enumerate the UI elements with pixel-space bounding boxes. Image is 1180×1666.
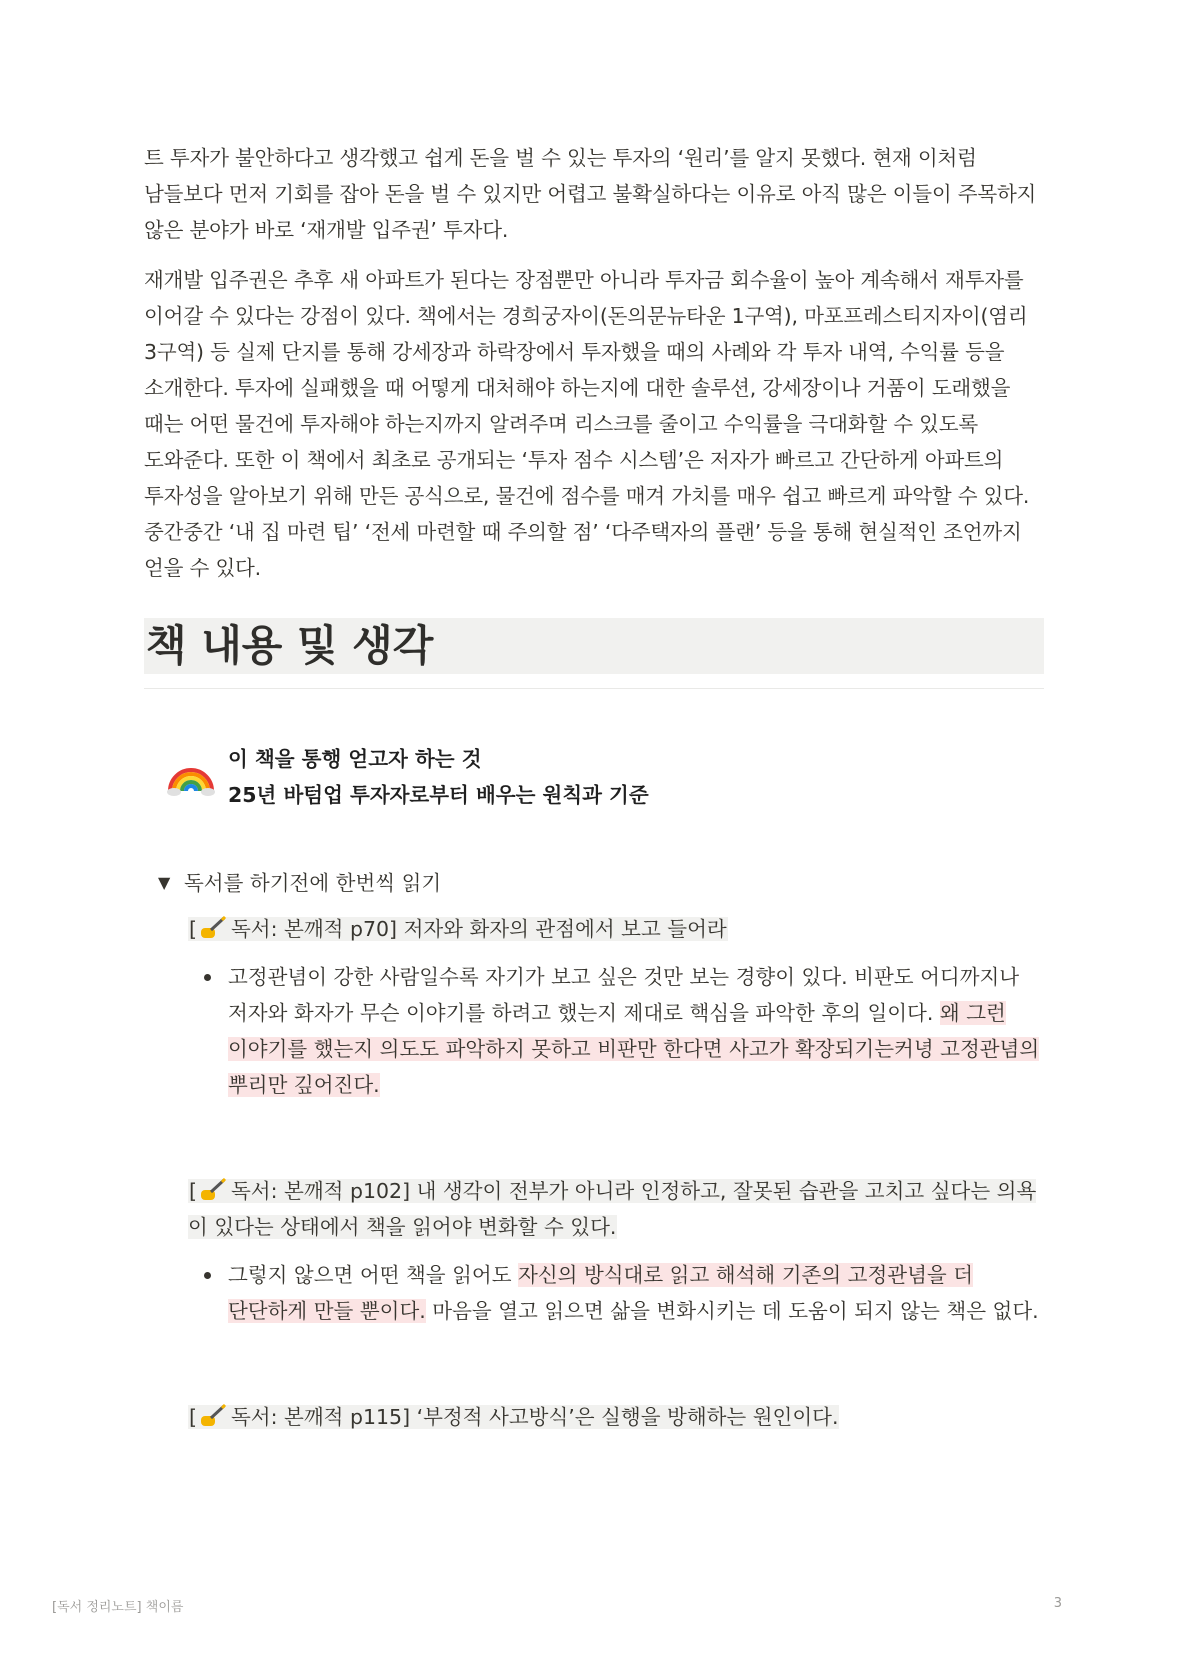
toggle-body [188, 911, 1044, 1435]
writing-hand-icon [199, 1178, 227, 1202]
bullet-list-1 [188, 959, 1044, 1103]
bullet-highlight: 자신의 방식대로 읽고 해석해 기존의 고정관념을 더 단단하게 만들 뿐이다. [228, 1263, 973, 1323]
callout-line-1: 이 책을 통행 얻고자 하는 것 [228, 747, 482, 771]
section-heading: 책 내용 및 생각 [144, 618, 1044, 674]
bullet-text: 고정관념이 강한 사람일수록 자기가 보고 싶은 것만 보는 경향이 있다. 비판도 어디까지나 저자와 화자가 무슨 이야기를 하려고 했는지 제대로 핵심을 파악한 후의 일이다. [228, 965, 1020, 1025]
quote-highlight [188, 1179, 1036, 1239]
footer-page-number: 3 [1053, 1596, 1062, 1611]
document-body [144, 140, 1044, 1435]
quote-block-2 [188, 1173, 1044, 1245]
quote-text: 독서: 본깨적 p115] ‘부정적 사고방식’은 실행을 방해하는 원인이다. [231, 1405, 839, 1429]
toggle-block [158, 865, 1044, 1435]
quote-highlight [188, 1405, 839, 1429]
quote-block-3 [188, 1399, 1044, 1435]
intro-paragraph-1: 트 투자가 불안하다고 생각했고 쉽게 돈을 벌 수 있는 투자의 ‘원리’를 알지 못했다. 현재 이처럼 남들보다 먼저 기회를 잡아 돈을 벌 수 있지만 어렵고 불확실하다는 이유로 아직 많은 이들이 주목하지 않은 분야가 바로 ‘재개발 입주권’ 투자다. [144, 146, 1037, 242]
bullet-highlight: 왜 그런 이야기를 했는지 의도도 파악하지 못하고 비판만 한다면 사고가 확장되기는커녕 고정관념의 뿌리만 깊어진다. [228, 1001, 1040, 1097]
toggle-title: 독서를 하기전에 한번씩 읽기 [184, 871, 442, 895]
toggle-header[interactable] [158, 865, 1044, 901]
quote-open-bracket: [ [189, 1405, 197, 1429]
quote-highlight [188, 917, 728, 941]
callout-text [228, 741, 649, 813]
toggle-arrow-icon[interactable]: ▼ [158, 873, 171, 892]
list-item [188, 959, 1044, 1103]
intro-paragraph-2: 재개발 입주권은 추후 새 아파트가 된다는 장점뿐만 아니라 투자금 회수율이 높아 계속해서 재투자를 이어갈 수 있다는 강점이 있다. 책에서는 경희궁자이(돈의문뉴타운 1구역), 마포프레스티지자이(염리 3구역) 등 실제 단지를 통해 강세장과 하락장에서 투자했을 때의 사례와 각 투자 내역, 수익률 등을 소개한다. 투자에 실패했을 때 어떻게 대처해야 하는지에 대한 솔루션, 강세장이나 거품이 도래했을 때는 어떤 물건에 투자해야 하는지까지 알려주며 리스크를 줄이고 수익률을 극대화할 수 있도록 도와준다. 또한 이 책에서 최초로 공개되는 ‘투자 점수 시스템’은 저자가 빠르고 간단하게 아파트의 투자성을 알아보기 위해 만든 공식으로, 물건에 점수를 매겨 가치를 매우 쉽고 빠르게 파악할 수 있다. 중간중간 ‘내 집 마련 팁’ ‘전세 마련할 때 주의할 점’ ‘다주택자의 플랜’ 등을 통해 현실적인 조언까지 얻을 수 있다. [144, 268, 1030, 580]
quote-text: 독서: 본깨적 p102] 내 생각이 전부가 아니라 인정하고, 잘못된 습관을 고치고 싶다는 의욕이 있다는 상태에서 책을 읽어야 변화할 수 있다. [188, 1179, 1037, 1239]
callout-line-2: 25년 바텀업 투자자로부터 배우는 원칙과 기준 [228, 783, 649, 807]
writing-hand-icon [199, 916, 227, 940]
writing-hand-icon [199, 1404, 227, 1428]
section-heading-block [144, 618, 1044, 689]
callout-block [166, 741, 1044, 813]
quote-text: 독서: 본깨적 p70] 저자와 화자의 관점에서 보고 들어라 [231, 917, 727, 941]
quote-open-bracket: [ [189, 1179, 197, 1203]
bullet-list-2 [188, 1257, 1044, 1329]
rainbow-icon [166, 749, 216, 799]
quote-block-1 [188, 911, 1044, 947]
list-item [188, 1257, 1044, 1329]
footer-doc-title: [독서 정리노트] 책이름 [52, 1600, 184, 1615]
bullet-text: 그렇지 않으면 어떤 책을 읽어도 [228, 1263, 519, 1287]
bullet-text-after: 마음을 열고 읽으면 삶을 변화시키는 데 도움이 되지 않는 책은 없다. [425, 1299, 1039, 1323]
quote-open-bracket: [ [189, 917, 197, 941]
